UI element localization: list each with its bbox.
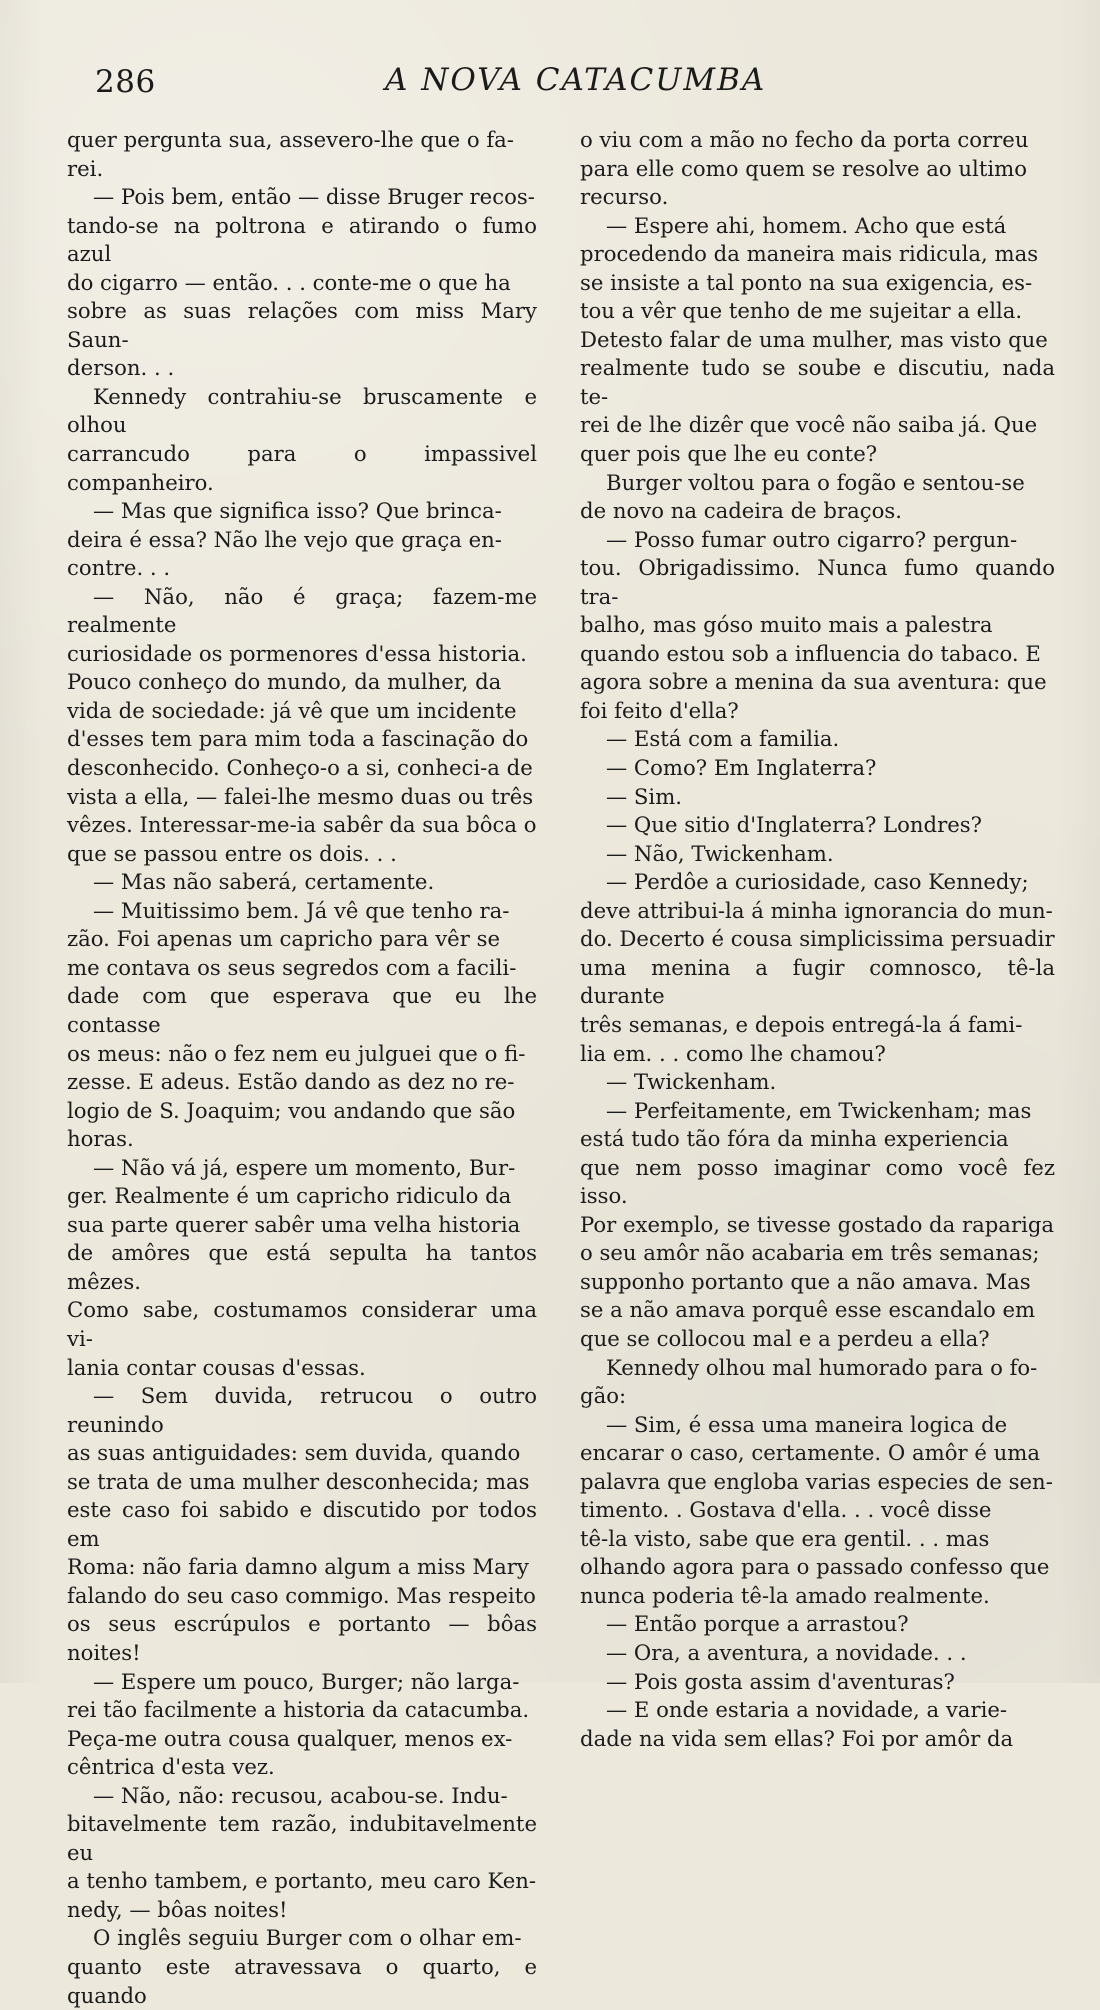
- left-paragraph-11: — Não, não: recusou, acabou-se. Indu- bitavelmente tem razão, indubitavelmente eu a tenho tambem, e portanto, meu caro Ken- nedy, — bôas noites!: [67, 1782, 537, 1922]
- right-paragraph-11: — Twickenham.: [606, 1069, 777, 1095]
- right-paragraph-13: Kennedy olhou mal humorado para o fo- gão:: [580, 1354, 1038, 1409]
- left-paragraph-8: — Não vá já, espere um momento, Bur- ger. Realmente é um capricho ridiculo da sua parte querer sabêr uma velha historia de amôres que está sepulta ha tantos mêzes. Como sabe, costumamos considerar uma vi- lania contar cousas d'essas.: [67, 1154, 537, 1380]
- right-paragraph-12: — Perfeitamente, em Twickenham; mas está tudo tão fóra da minha experiencia que nem posso imaginar como você fez isso. Por exemplo, se tivesse gostado da rapariga o seu amôr não acabaria em três semanas; supponho portanto que a não amava. Mas se a não amava porquê esse escandalo em que se collocou mal e a perdeu a ella?: [580, 1097, 1055, 1351]
- left-paragraph-5: — Não, não é graça; fazem-me realmente curiosidade os pormenores d'essa historia. Pouco conheço do mundo, da mulher, da vida de sociedade: já vê que um incidente d'esses tem para mim toda a fascinação do desconhecido. Conheço-o a si, conheci-a de vista a ella, — falei-lhe mesmo duas ou três vêzes. Interessar-me-ia sabêr da sua bôca o que se passou entre os dois. . .: [67, 583, 537, 866]
- right-paragraph-6: — Como? Em Inglaterra?: [606, 755, 877, 781]
- left-paragraph-7: — Muitissimo bem. Já vê que tenho ra- zão. Foi apenas um capricho para vêr se me contava os seus segredos com a facili- dade com que esperava que eu lhe contasse os meus: não o fez nem eu julguei que o fi- zesse. E adeus. Estão dando as dez no re- logio de S. Joaquim; vou andando que são horas.: [67, 897, 537, 1152]
- left-column: [67, 126, 537, 2010]
- right-paragraph-1: o viu com a mão no fecho da porta correu para elle como quem se resolve ao ultimo recurso.: [580, 127, 1029, 210]
- right-paragraph-3: Burger voltou para o fogão e sentou-se de novo na cadeira de braços.: [580, 469, 1025, 524]
- right-paragraph-18: — E onde estaria a novidade, a varie- dade na vida sem ellas? Foi por amôr da: [580, 1697, 1014, 1751]
- right-paragraph-9: — Não, Twickenham.: [606, 840, 834, 866]
- left-paragraph-3: Kennedy contrahiu-se bruscamente e olhou carrancudo para o impassivel companheiro.: [67, 383, 537, 495]
- right-paragraph-2: — Espere ahi, homem. Acho que está procedendo da maneira mais ridicula, mas se insiste a tal ponto na sua exigencia, es- tou a vêr que tenho de me sujeitar a ella. Detesto falar de uma mulher, mas visto que realmente tudo se soube e discutiu, nada te- rei de lhe dizêr que você não saiba já. Que quer pois que lhe eu conte?: [580, 212, 1055, 467]
- left-paragraph-2: — Pois bem, então — disse Bruger recos- tando-se na poltrona e atirando o fumo azul do cigarro — então. . . conte-me o que ha sobre as suas relações com miss Mary Saun- derson. . .: [67, 184, 537, 381]
- page-number: 286: [95, 64, 156, 100]
- left-paragraph-9: — Sem duvida, retrucou o outro reunindo as suas antiguidades: sem duvida, quando se trata de uma mulher desconhecida; mas este caso foi sabido e discutido por todos em Roma: não faria damno algum a miss Mary falando do seu caso commigo. Mas respeito os seus escrúpulos e portanto — bôas noites!: [67, 1383, 537, 1665]
- right-paragraph-10: — Perdôe a curiosidade, caso Kennedy; deve attribui-la á minha ignorancia do mun- do. Decerto é cousa simplicissima persuadir uma menina a fugir comnosco, tê-la durante três semanas, e depois entregá-la á fami- lia em. . . como lhe chamou?: [580, 869, 1055, 1066]
- right-paragraph-16: — Ora, a aventura, a novidade. . .: [606, 1639, 967, 1665]
- page-header: [95, 64, 1010, 108]
- right-paragraph-7: — Sim.: [606, 783, 683, 809]
- right-paragraph-5: — Está com a familia.: [606, 726, 840, 752]
- left-paragraph-6: — Mas não saberá, certamente.: [93, 869, 435, 895]
- right-paragraph-17: — Pois gosta assim d'aventuras?: [606, 1668, 955, 1694]
- running-title: A NOVA CATACUMBA: [385, 62, 767, 98]
- left-paragraph-1: quer pergunta sua, assevero-lhe que o fa- rei.: [67, 127, 514, 181]
- right-paragraph-14: — Sim, é essa uma maneira logica de encarar o caso, certamente. O amôr é uma palavra que engloba varias especies de sen- timento. . Gostava d'ella. . . você disse tê-la visto, sabe que era gentil. . . mas olhando agora para o passado confesso que nunca poderia tê-la amado realmente.: [580, 1411, 1053, 1608]
- right-column: [580, 126, 1055, 1753]
- right-paragraph-8: — Que sitio d'Inglaterra? Londres?: [606, 812, 982, 838]
- right-paragraph-4: — Posso fumar outro cigarro? pergun- tou. Obrigadissimo. Nunca fumo quando tra- balho, mas góso muito mais a palestra quando estou sob a influencia do tabaco. E agora sobre a menina da sua aventura: que foi feito d'ella?: [580, 526, 1055, 723]
- left-paragraph-12: O inglês seguiu Burger com o olhar em- quanto este atravessava o quarto, e quando: [67, 1925, 537, 2008]
- right-paragraph-15: — Então porque a arrastou?: [606, 1611, 909, 1637]
- left-paragraph-10: — Espere um pouco, Burger; não larga- rei tão facilmente a historia da catacumba. Peça-me outra cousa qualquer, menos ex- cêntrica d'esta vez.: [67, 1668, 530, 1780]
- left-paragraph-4: — Mas que significa isso? Que brinca- deira é essa? Não lhe vejo que graça en- contre. . .: [67, 498, 502, 581]
